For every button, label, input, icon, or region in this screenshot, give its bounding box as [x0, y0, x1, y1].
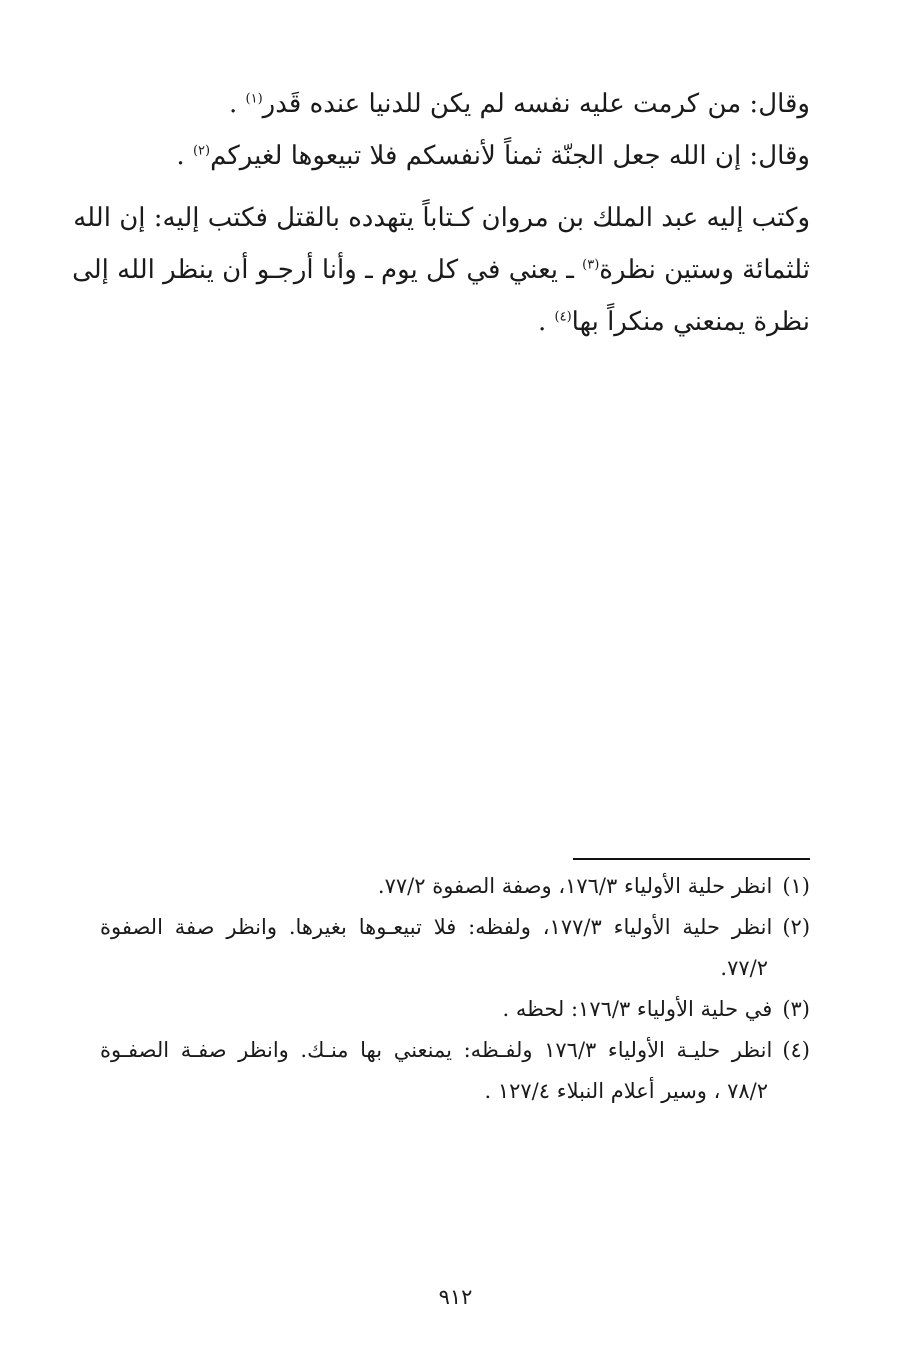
- footnote-2-continuation: ٧٧/٢.: [720, 956, 768, 980]
- footnote-4-continuation: ٧٨/٢ ، وسير أعلام النبلاء ١٢٧/٤ .: [484, 1079, 768, 1103]
- footnote-2: [100, 907, 810, 948]
- footnote-2-number: (٢): [782, 915, 811, 939]
- footnote-4: [100, 1030, 810, 1071]
- footnotes: [100, 866, 810, 1112]
- footnote-4-number: (٤): [782, 1038, 810, 1062]
- footnote-2-text: انظر حلية الأولياء ١٧٧/٣، ولفظه: فلا تبيعـوها بغيرها. وانظر صفة الصفوة: [100, 915, 773, 939]
- footnote-4-text: انظر حليـة الأولياء ١٧٦/٣ ولفـظه: يمنعني بها منـك. وانظر صفـة الصفـوة: [100, 1038, 773, 1062]
- page-number: ٩١٢: [438, 1285, 473, 1309]
- footnote-3-text: في حلية الأولياء ١٧٦/٣: لحظه .: [502, 997, 773, 1021]
- line-2-tail: .: [176, 141, 193, 171]
- line-2-text: وقال: إن الله جعل الجنّة ثمناً لأنفسكم فلا تبيعوها لغيركم: [210, 141, 810, 171]
- footnote-ref-3[interactable]: (٣): [582, 257, 600, 273]
- footnote-1: [100, 866, 810, 907]
- line-1-tail: .: [229, 89, 246, 119]
- footnote-1-number: (١): [782, 874, 810, 898]
- text-line-2: [100, 130, 810, 182]
- text-line-4: [72, 244, 810, 296]
- footnote-3-number: (٣): [782, 997, 810, 1021]
- footnote-ref-4[interactable]: (٤): [554, 309, 572, 325]
- footnote-separator: [573, 858, 810, 860]
- footnote-1-text: انظر حلية الأولياء ١٧٦/٣، وصفة الصفوة ٧٧/٢.: [377, 874, 773, 898]
- text-line-1: [100, 78, 810, 130]
- footnote-3: [100, 989, 810, 1030]
- line-5-text: نظرة يمنعني منكراً بها: [571, 307, 810, 337]
- main-text: [72, 78, 810, 348]
- line-1-text: وقال: من كرمت عليه نفسه لم يكن للدنيا عنده قَدر: [262, 89, 810, 119]
- line-5-tail: .: [537, 307, 555, 337]
- text-line-5: [100, 296, 810, 348]
- line-4-text-a: ثلثمائة وستين نظرة: [599, 255, 810, 285]
- footnote-ref-1[interactable]: (١): [245, 91, 263, 107]
- footnote-ref-2[interactable]: (٢): [192, 143, 211, 159]
- text-line-3: وكتب إليه عبد الملك بن مروان كـتاباً يتهدده بالقتل فكتب إليه: إن الله: [73, 203, 810, 233]
- line-4-text-b: ـ يعني في كل يوم ـ وأنا أرجـو أن ينظر الله إلى: [72, 255, 583, 285]
